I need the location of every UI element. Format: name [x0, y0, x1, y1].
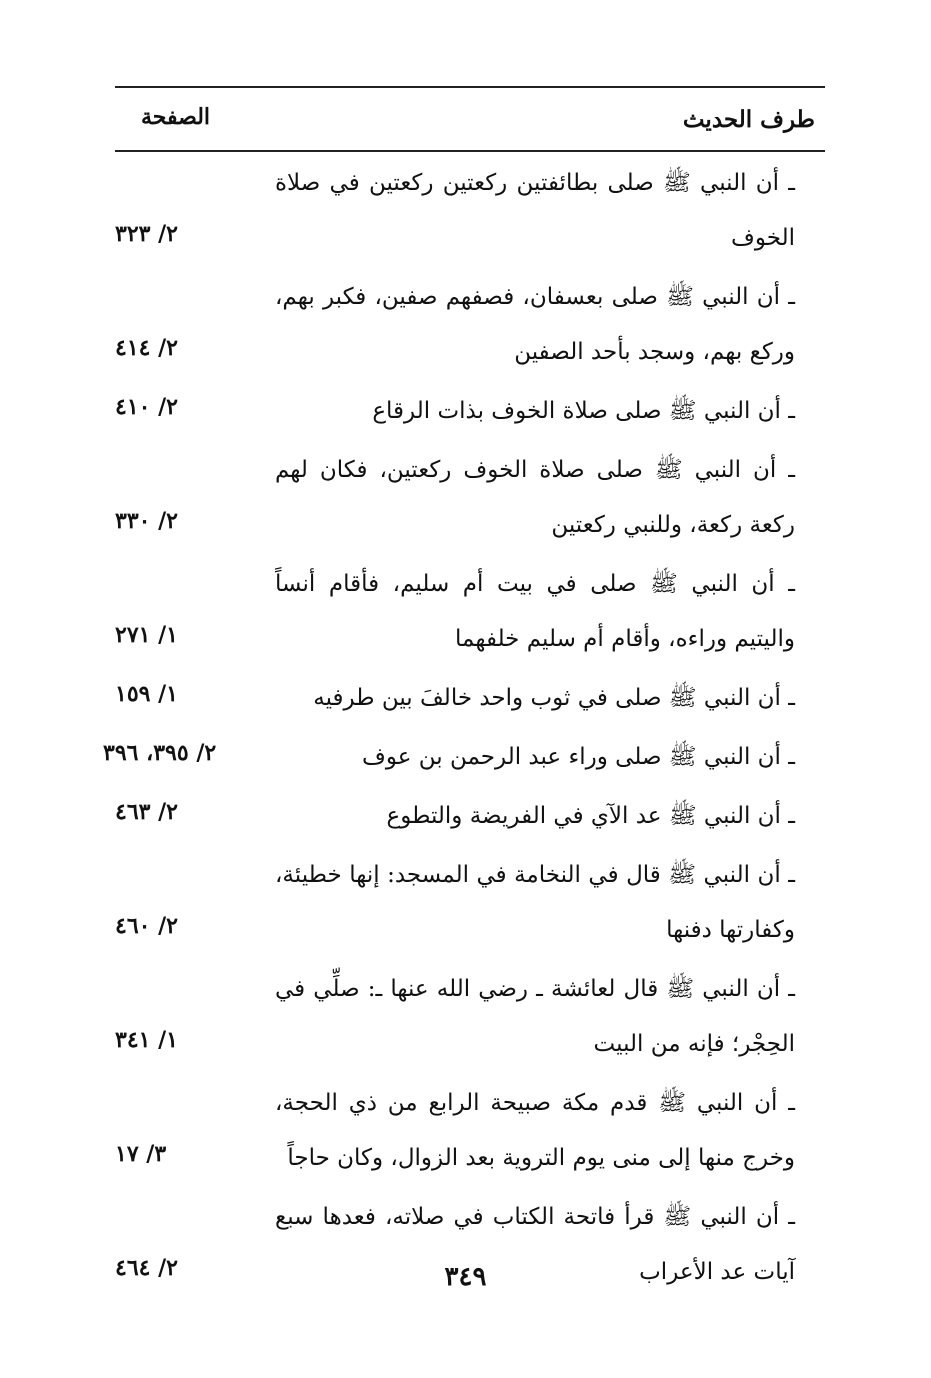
header-rule [115, 150, 825, 152]
hadith-index-list [103, 156, 825, 1300]
list-item [115, 671, 825, 726]
list-item [115, 789, 825, 844]
page-reference: ٢/ ٤٦٤ [115, 1255, 178, 1281]
page-reference: ١/ ٣٤١ [115, 1027, 178, 1053]
list-item [115, 1076, 825, 1186]
list-item [115, 270, 825, 380]
list-item [115, 156, 825, 266]
page-reference: ٢/ ٤٦٠ [115, 913, 178, 939]
hadith-text: ـ أن النبي ﷺ صلى صلاة الخوف بذات الرقاع [372, 398, 795, 424]
page-reference: ٢/ ٣٣٠ [115, 508, 178, 534]
page-reference: ٢/ ٤٦٣ [115, 799, 178, 825]
hadith-text: ـ أن النبي ﷺ صلى بطائفتين ركعتين ركعتين في صلاة الخوف [275, 170, 795, 251]
hadith-text: ـ أن النبي ﷺ صلى في بيت أم سليم، فأقام أنساً واليتيم وراءه، وأقام أم سليم خلفهما [275, 571, 795, 652]
page-reference: ٢/ ٣٩٥، ٣٩٦ [103, 740, 217, 766]
hadith-text: ـ أن النبي ﷺ قال لعائشة ـ رضي الله عنها ـ: صلِّي في الحِجْر؛ فإنه من البيت [275, 976, 795, 1057]
index-page [103, 86, 825, 1304]
list-item [103, 730, 825, 785]
table-header [115, 88, 825, 144]
header-hadith-title: طرف الحديث [682, 106, 815, 133]
list-item [115, 962, 825, 1072]
hadith-text: ـ أن النبي ﷺ عد الآي في الفريضة والتطوع [386, 803, 795, 829]
hadith-text: ـ أن النبي ﷺ صلى بعسفان، فصفهم صفين، فكبر بهم، وركع بهم، وسجد بأحد الصفين [275, 284, 795, 365]
list-item [115, 848, 825, 958]
hadith-text: ـ أن النبي ﷺ صلى صلاة الخوف ركعتين، فكان لهم ركعة ركعة، وللنبي ركعتين [275, 457, 795, 538]
page-reference: ٢/ ٤١٤ [115, 335, 178, 361]
hadith-text: ـ أن النبي ﷺ قال في النخامة في المسجد: إنها خطيئة، وكفارتها دفنها [275, 862, 795, 943]
page-reference: ١/ ١٥٩ [115, 681, 178, 707]
hadith-text: ـ أن النبي ﷺ قرأ فاتحة الكتاب في صلاته، فعدها سبع آيات عد الأعراب [275, 1204, 795, 1285]
hadith-text: ـ أن النبي ﷺ صلى وراء عبد الرحمن بن عوف [362, 744, 795, 770]
header-page-label: الصفحة [141, 104, 211, 130]
list-item [115, 557, 825, 667]
page-reference: ٣/ ١٧ [115, 1141, 167, 1167]
page-reference: ٢/ ٣٢٣ [115, 221, 178, 247]
page-reference: ٢/ ٤١٠ [115, 394, 178, 420]
list-item [115, 443, 825, 553]
hadith-text: ـ أن النبي ﷺ صلى في ثوب واحد خالفَ بين طرفيه [313, 685, 795, 711]
hadith-text: ـ أن النبي ﷺ قدم مكة صبيحة الرابع من ذي الحجة، وخرج منها إلى منى يوم التروية بعد الزوال، وكان حاجاً [275, 1090, 795, 1171]
page-number: ٣٤٩ [444, 1262, 487, 1292]
list-item [115, 384, 825, 439]
page-reference: ١/ ٢٧١ [115, 622, 178, 648]
